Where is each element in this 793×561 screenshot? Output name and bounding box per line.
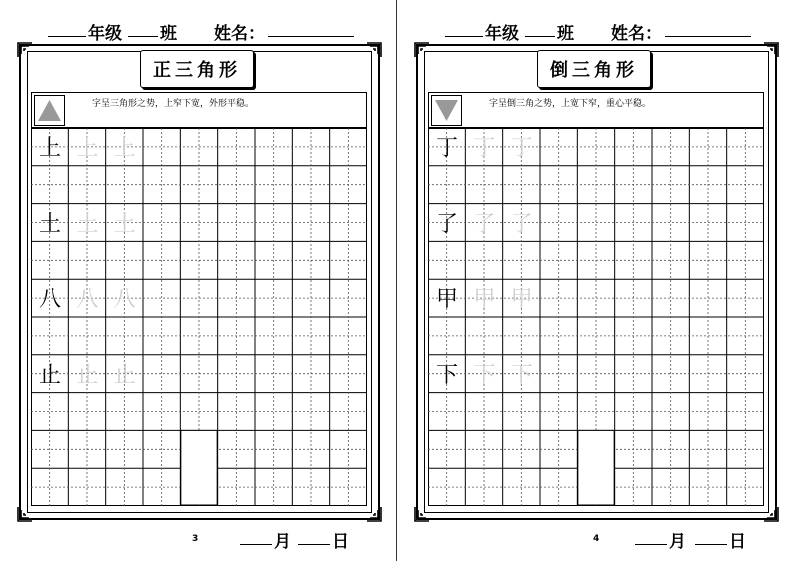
model-character: 下 <box>435 362 458 388</box>
trace-character: 甲 <box>473 287 496 313</box>
month-blank[interactable] <box>635 544 667 545</box>
corner-ornament-icon <box>414 42 430 58</box>
month-label: 月 <box>274 532 291 552</box>
class-label: 班 <box>557 24 574 44</box>
name-blank[interactable] <box>665 36 751 37</box>
model-character: 了 <box>435 211 458 237</box>
month-blank[interactable] <box>240 544 272 545</box>
model-character: 土 <box>38 211 61 237</box>
trace-character: 丁 <box>510 135 533 161</box>
practice-grid[interactable] <box>31 128 367 506</box>
model-character: 丁 <box>435 135 458 161</box>
name-label: 姓名： <box>214 24 265 44</box>
triangle-box <box>431 95 462 126</box>
corner-ornament-icon <box>763 42 779 58</box>
lesson-description: 字呈三角形之势，上窄下宽，外形平稳。 <box>92 99 255 109</box>
header-fields <box>0 18 396 42</box>
page-footer <box>0 527 396 552</box>
description-row <box>31 92 367 128</box>
trace-character: 八 <box>113 287 136 313</box>
practice-grid[interactable] <box>428 128 764 506</box>
trace-character: 了 <box>473 211 496 237</box>
blank-cell <box>578 430 614 505</box>
model-character: 八 <box>38 287 61 313</box>
trace-character: 止 <box>76 362 99 388</box>
trace-character: 止 <box>113 362 136 388</box>
lesson-title: 正三角形 <box>140 50 254 88</box>
model-character: 止 <box>38 362 61 388</box>
model-character: 甲 <box>435 287 458 313</box>
corner-ornament-icon <box>17 506 33 522</box>
triangle-box <box>34 95 65 126</box>
corner-ornament-icon <box>366 506 382 522</box>
trace-character: 了 <box>510 211 533 237</box>
upward-triangle-icon <box>35 96 64 125</box>
page-number: 3 <box>192 534 199 544</box>
corner-ornament-icon <box>763 506 779 522</box>
trace-character: 下 <box>510 362 533 388</box>
trace-character: 土 <box>76 211 99 237</box>
grade-blank[interactable] <box>445 36 483 37</box>
month-label: 月 <box>669 532 686 552</box>
header-fields <box>397 18 793 42</box>
trace-character: 下 <box>473 362 496 388</box>
class-label: 班 <box>160 24 177 44</box>
corner-ornament-icon <box>366 42 382 58</box>
trace-character: 上 <box>76 135 99 161</box>
page-footer <box>397 527 793 552</box>
blank-cell <box>181 430 217 505</box>
trace-character: 丁 <box>473 135 496 161</box>
day-label: 日 <box>332 532 349 552</box>
day-label: 日 <box>729 532 746 552</box>
name-blank[interactable] <box>268 36 354 37</box>
worksheet-page-right <box>397 0 793 561</box>
corner-ornament-icon <box>414 506 430 522</box>
trace-character: 土 <box>113 211 136 237</box>
description-row <box>428 92 764 128</box>
day-blank[interactable] <box>298 544 330 545</box>
class-blank[interactable] <box>128 36 158 37</box>
class-blank[interactable] <box>525 36 555 37</box>
grade-label: 年级 <box>485 24 519 44</box>
worksheet-page-left <box>0 0 396 561</box>
grade-blank[interactable] <box>48 36 86 37</box>
grade-label: 年级 <box>88 24 122 44</box>
trace-character: 八 <box>76 287 99 313</box>
trace-character: 甲 <box>510 287 533 313</box>
corner-ornament-icon <box>17 42 33 58</box>
day-blank[interactable] <box>695 544 727 545</box>
trace-character: 上 <box>113 135 136 161</box>
lesson-title: 倒三角形 <box>537 50 651 88</box>
model-character: 上 <box>38 135 61 161</box>
name-label: 姓名： <box>611 24 662 44</box>
lesson-description: 字呈倒三角之势，上宽下窄，重心平稳。 <box>489 99 652 109</box>
page-number: 4 <box>593 534 600 544</box>
downward-triangle-icon <box>432 96 461 125</box>
